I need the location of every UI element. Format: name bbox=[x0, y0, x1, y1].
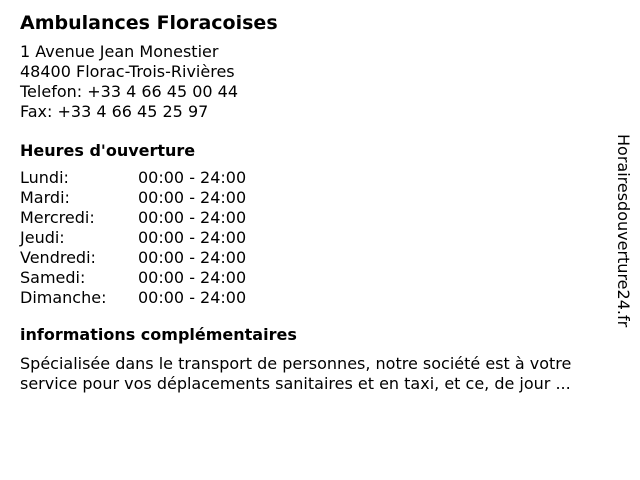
hours-time-value: 00:00 - 24:00 bbox=[138, 208, 247, 227]
fax-number: Fax: +33 4 66 45 25 97 bbox=[20, 102, 209, 121]
hours-time-value: 00:00 - 24:00 bbox=[138, 248, 247, 267]
hours-row-wednesday bbox=[20, 208, 620, 228]
street-address: 1 Avenue Jean Monestier bbox=[20, 42, 219, 61]
hours-row-sunday bbox=[20, 288, 620, 308]
hours-time-value: 00:00 - 24:00 bbox=[138, 228, 247, 247]
address-block bbox=[20, 42, 620, 122]
hours-day-label: Jeudi: bbox=[20, 228, 65, 247]
site-watermark: Horairesdouverture24.fr bbox=[614, 134, 633, 328]
business-card bbox=[20, 10, 620, 394]
phone-number: Telefon: +33 4 66 45 00 44 bbox=[20, 82, 239, 101]
hours-day-label: Mardi: bbox=[20, 188, 70, 207]
hours-row-saturday bbox=[20, 268, 620, 288]
postal-city: 48400 Florac-Trois-Rivières bbox=[20, 62, 235, 81]
hours-row-thursday bbox=[20, 228, 620, 248]
hours-day-label: Dimanche: bbox=[20, 288, 107, 307]
hours-time-value: 00:00 - 24:00 bbox=[138, 268, 247, 287]
business-name: Ambulances Floracoises bbox=[20, 12, 278, 34]
hours-day-label: Lundi: bbox=[20, 168, 69, 187]
hours-day-label: Mercredi: bbox=[20, 208, 95, 227]
hours-time-value: 00:00 - 24:00 bbox=[138, 168, 247, 187]
additional-info-heading: informations complémentaires bbox=[20, 325, 297, 344]
hours-time-value: 00:00 - 24:00 bbox=[138, 188, 247, 207]
hours-day-label: Vendredi: bbox=[20, 248, 96, 267]
hours-row-monday bbox=[20, 168, 620, 188]
additional-info-text: Spécialisée dans le transport de personnes, notre société est à votre service pour vos déplacements sanitaires et en taxi, et ce, de jour ... bbox=[20, 354, 572, 393]
opening-hours-table bbox=[20, 168, 620, 308]
hours-time-value: 00:00 - 24:00 bbox=[138, 288, 247, 307]
opening-hours-heading: Heures d'ouverture bbox=[20, 141, 196, 160]
hours-row-tuesday bbox=[20, 188, 620, 208]
hours-row-friday bbox=[20, 248, 620, 268]
hours-day-label: Samedi: bbox=[20, 268, 86, 287]
